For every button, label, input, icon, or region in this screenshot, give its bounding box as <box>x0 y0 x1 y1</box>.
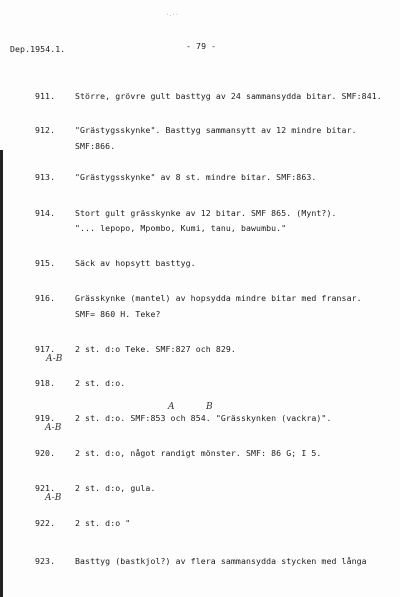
entry-text: 2 st. d:o, gula. <box>75 483 156 493</box>
entry-text: 2 st. d:o. <box>75 378 126 388</box>
entry-text: Säck av hopsytt basttyg. <box>75 258 196 268</box>
entry-914-continuation: "... lepopo, Mpombo, Kumi, tanu, bawumbu." <box>75 223 287 233</box>
scan-speck: ·.·· <box>166 12 179 18</box>
entry-914 <box>35 208 337 218</box>
entry-number: 914. <box>35 208 56 218</box>
entry-text: "Grästygsskynke". Basttyg sammansytt av 12 mindre bitar. <box>75 125 357 135</box>
entry-number: 912. <box>35 125 56 135</box>
page-number: - 79 - <box>186 41 217 51</box>
entry-text: "Grästygsskynke" av 8 st. mindre bitar. SMF:863. <box>75 172 317 182</box>
entry-text: Stort gult grässkynke av 12 bitar. SMF 865. (Mynt?). <box>75 208 337 218</box>
entry-917 <box>35 344 236 354</box>
entry-number: 916. <box>35 293 56 303</box>
entry-text: 2 st. d:o Teke. SMF:827 och 829. <box>75 344 236 354</box>
entry-number: 920. <box>35 448 56 458</box>
entry-number: 922. <box>35 518 56 528</box>
entry-916-continuation: SMF= 860 H. Teke? <box>75 309 161 319</box>
entry-text: 2 st. d:o " <box>75 518 131 528</box>
scan-edge-shadow <box>0 150 3 597</box>
entry-923 <box>35 556 367 566</box>
handwritten-annotation: A-B <box>45 423 62 433</box>
entry-918 <box>35 378 125 388</box>
entry-920 <box>35 448 321 458</box>
entry-913 <box>35 172 316 182</box>
entry-text: 2 st. d:o. SMF:853 och 854. "Grässkynken (vackra)". <box>75 413 332 423</box>
entry-915 <box>35 258 196 268</box>
entry-916 <box>35 293 362 303</box>
entry-number: 919. <box>35 413 56 423</box>
entry-text: Grässkynke (mantel) av hopsydda mindre bitar med fransar. <box>75 293 362 303</box>
entry-912-continuation: SMF:866. <box>75 141 116 151</box>
entry-911 <box>35 91 382 101</box>
entry-text: Större, grövre gult basttyg av 24 sammansydda bitar. SMF:841. <box>75 91 382 101</box>
entry-text: 2 st. d:o, något randigt mönster. SMF: 86 G; I 5. <box>75 448 322 458</box>
entry-number: 911. <box>35 91 56 101</box>
entry-number: 921. <box>35 483 56 493</box>
entry-number: 923. <box>35 556 56 566</box>
handwritten-annotation: A-B <box>45 493 62 503</box>
entry-text: Basttyg (bastkjol?) av flera sammansydda stycken med långa <box>75 556 367 566</box>
handwritten-annotation: A <box>168 402 175 412</box>
entry-921 <box>35 483 155 493</box>
entry-number: 918. <box>35 378 56 388</box>
entry-922 <box>35 518 130 528</box>
entry-number: 913. <box>35 172 56 182</box>
handwritten-annotation: B <box>206 402 213 412</box>
deposit-reference: Dep.1954.1. <box>10 44 66 54</box>
entry-number: 915. <box>35 258 56 268</box>
entry-919 <box>35 413 332 423</box>
handwritten-annotation: A-B <box>46 354 63 364</box>
entry-912 <box>35 125 357 135</box>
entry-number: 917. <box>35 344 56 354</box>
